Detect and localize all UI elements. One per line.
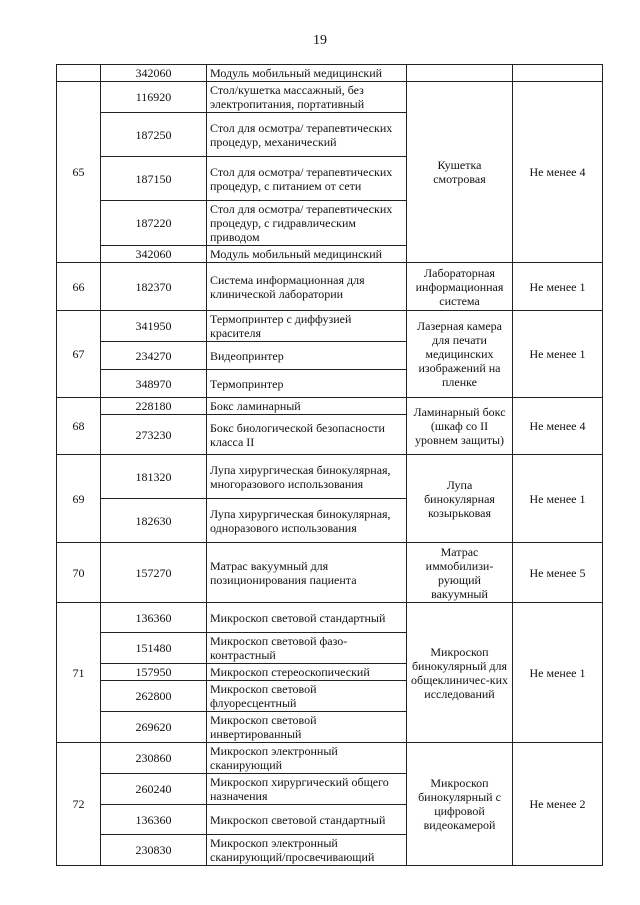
page-number: 19 [313, 33, 327, 48]
table-row [57, 743, 603, 774]
item-code: 182370 [101, 263, 207, 311]
item-code: 157270 [101, 543, 207, 603]
table-row [57, 398, 603, 415]
equipment-category: Лабораторная информационная система [407, 263, 513, 311]
equipment-table-body [57, 65, 603, 866]
required-quantity: Не менее 5 [513, 543, 603, 603]
row-number: 72 [57, 743, 101, 866]
item-code: 136360 [101, 805, 207, 835]
item-code: 230860 [101, 743, 207, 774]
required-quantity: Не менее 4 [513, 398, 603, 455]
item-name: Микроскоп световой инвертированный [207, 712, 407, 743]
item-name: Термопринтер [207, 370, 407, 398]
item-name: Стол для осмотра/ терапевтических процедур, с гидравлическим приводом [207, 201, 407, 246]
item-code: 187220 [101, 201, 207, 246]
table-row [57, 82, 603, 113]
item-name: Система информационная для клинической лаборатории [207, 263, 407, 311]
equipment-category: Микроскоп бинокулярный с цифровой видеокамерой [407, 743, 513, 866]
item-code: 182630 [101, 499, 207, 543]
item-code: 187150 [101, 157, 207, 201]
item-code: 230830 [101, 835, 207, 866]
item-code: 273230 [101, 415, 207, 455]
item-name: Видеопринтер [207, 342, 407, 370]
table-row [57, 543, 603, 603]
item-code: 234270 [101, 342, 207, 370]
required-quantity: Не менее 2 [513, 743, 603, 866]
item-code: 116920 [101, 82, 207, 113]
equipment-category: Лазерная камера для печати медицинских изображений на пленке [407, 311, 513, 398]
item-name: Бокс биологической безопасности класса II [207, 415, 407, 455]
item-code: 187250 [101, 113, 207, 157]
row-number: 70 [57, 543, 101, 603]
item-name: Лупа хирургическая бинокулярная, многоразового использования [207, 455, 407, 499]
item-code: 262800 [101, 681, 207, 712]
table-row [57, 65, 603, 82]
item-name: Микроскоп световой стандартный [207, 805, 407, 835]
required-quantity: Не менее 1 [513, 603, 603, 743]
required-quantity [513, 65, 603, 82]
item-name: Стол/кушетка массажный, без электропитания, портативный [207, 82, 407, 113]
item-name: Стол для осмотра/ терапевтических процедур, механический [207, 113, 407, 157]
table-row [57, 311, 603, 342]
row-number: 67 [57, 311, 101, 398]
equipment-category: Ламинарный бокс (шкаф со II уровнем защиты) [407, 398, 513, 455]
item-code: 342060 [101, 65, 207, 82]
item-code: 228180 [101, 398, 207, 415]
item-name: Микроскоп стереоскопический [207, 664, 407, 681]
item-code: 181320 [101, 455, 207, 499]
row-number: 71 [57, 603, 101, 743]
item-name: Микроскоп световой фазо-контрастный [207, 633, 407, 664]
required-quantity: Не менее 1 [513, 311, 603, 398]
required-quantity: Не менее 1 [513, 455, 603, 543]
item-name: Лупа хирургическая бинокулярная, одноразового использования [207, 499, 407, 543]
item-name: Матрас вакуумный для позиционирования пациента [207, 543, 407, 603]
item-code: 151480 [101, 633, 207, 664]
equipment-category [407, 65, 513, 82]
equipment-category: Матрас иммобилизи-рующий вакуумный [407, 543, 513, 603]
item-name: Микроскоп электронный сканирующий [207, 743, 407, 774]
row-number: 69 [57, 455, 101, 543]
item-name: Стол для осмотра/ терапевтических процедур, с питанием от сети [207, 157, 407, 201]
item-code: 136360 [101, 603, 207, 633]
table-row [57, 455, 603, 499]
equipment-table [56, 64, 603, 866]
item-code: 269620 [101, 712, 207, 743]
item-code: 157950 [101, 664, 207, 681]
item-name: Модуль мобильный медицинский [207, 65, 407, 82]
equipment-category: Кушетка смотровая [407, 82, 513, 263]
required-quantity: Не менее 1 [513, 263, 603, 311]
item-code: 341950 [101, 311, 207, 342]
item-name: Модуль мобильный медицинский [207, 246, 407, 263]
item-code: 260240 [101, 774, 207, 805]
item-code: 348970 [101, 370, 207, 398]
row-number: 66 [57, 263, 101, 311]
row-number: 65 [57, 82, 101, 263]
item-name: Микроскоп электронный сканирующий/просвечивающий [207, 835, 407, 866]
item-name: Микроскоп световой флуоресцентный [207, 681, 407, 712]
row-number: 68 [57, 398, 101, 455]
equipment-category: Микроскоп бинокулярный для общеклиничес-ких исследований [407, 603, 513, 743]
item-name: Микроскоп хирургический общего назначения [207, 774, 407, 805]
equipment-category: Лупа бинокулярная козырьковая [407, 455, 513, 543]
item-name: Микроскоп световой стандартный [207, 603, 407, 633]
item-name: Бокс ламинарный [207, 398, 407, 415]
item-name: Термопринтер с диффузией красителя [207, 311, 407, 342]
required-quantity: Не менее 4 [513, 82, 603, 263]
table-row [57, 603, 603, 633]
item-code: 342060 [101, 246, 207, 263]
table-row [57, 263, 603, 311]
row-number [57, 65, 101, 82]
